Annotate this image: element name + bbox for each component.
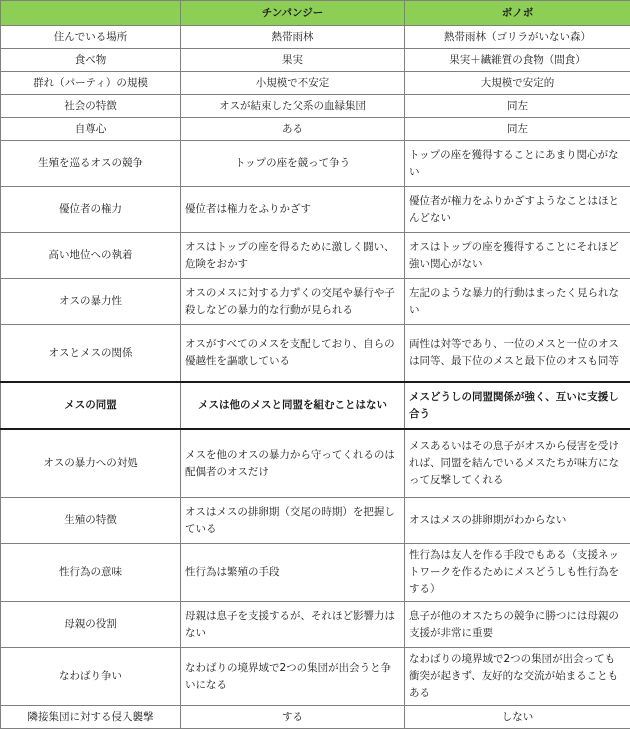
cell-bonobo: 大規模で安定的 xyxy=(405,72,630,95)
cell-bonobo: オスはメスの排卵期がわからない xyxy=(405,498,630,544)
row-label-cell: オスの暴力への対処 xyxy=(1,429,181,498)
table-row xyxy=(1,648,630,706)
table-body xyxy=(1,26,630,729)
cell-chimpanzee: トップの座を競って争う xyxy=(181,141,405,187)
table-row xyxy=(1,118,630,141)
header-cell-bonobo: ボノボ xyxy=(405,1,630,26)
row-label-cell: なわばり争い xyxy=(1,648,181,706)
header-cell-chimpanzee: チンパンジー xyxy=(181,1,405,26)
cell-bonobo: メスあるいはその息子がオスから侵害を受ければ、同盟を結んでいるメスたちが味方になって反撃してくれる xyxy=(405,429,630,498)
row-label-cell: 生殖の特徴 xyxy=(1,498,181,544)
cell-chimpanzee: ある xyxy=(181,118,405,141)
cell-chimpanzee: 優位者は権力をふりかざす xyxy=(181,187,405,233)
row-label-cell: 生殖を巡るオスの競争 xyxy=(1,141,181,187)
table-header xyxy=(1,1,630,26)
table-row xyxy=(1,187,630,233)
cell-chimpanzee: 母親は息子を支援するが、それほど影響力はない xyxy=(181,602,405,648)
cell-chimpanzee: 熱帯雨林 xyxy=(181,26,405,49)
table-row xyxy=(1,26,630,49)
cell-chimpanzee: オスはトップの座を得るために激しく闘い、危険をおかす xyxy=(181,233,405,279)
cell-chimpanzee: 小規模で不安定 xyxy=(181,72,405,95)
table-row xyxy=(1,429,630,498)
cell-bonobo: 果実＋繊維質の食物（間食） xyxy=(405,49,630,72)
cell-bonobo: なわばりの境界域で2つの集団が出会っても衝突が起きず、友好的な交流が始まることもある xyxy=(405,648,630,706)
cell-bonobo: しない xyxy=(405,706,630,729)
cell-chimpanzee: メスを他のオスの暴力から守ってくれるのは配偶者のオスだけ xyxy=(181,429,405,498)
cell-chimpanzee: オスが結束した父系の血縁集団 xyxy=(181,95,405,118)
cell-chimpanzee: する xyxy=(181,706,405,729)
cell-bonobo: 熱帯雨林（ゴリラがいない森） xyxy=(405,26,630,49)
row-label-cell: 自尊心 xyxy=(1,118,181,141)
table-row xyxy=(1,498,630,544)
cell-chimpanzee: オスのメスに対する力ずくの交尾や暴行や子殺しなどの暴力的な行動が見られる xyxy=(181,279,405,325)
table-row xyxy=(1,233,630,279)
row-label-cell: メスの同盟 xyxy=(1,382,181,429)
table-header-row xyxy=(1,1,630,26)
cell-bonobo: 性行為は友人を作る手段でもある（支援ネットワークを作るためにメスどうしも性行為をする） xyxy=(405,544,630,602)
cell-chimpanzee: オスはメスの排卵期（交尾の時期）を把握している xyxy=(181,498,405,544)
row-label-cell: 群れ（パーティ）の規模 xyxy=(1,72,181,95)
cell-chimpanzee: オスがすべてのメスを支配しており、自らの優越性を謳歌している xyxy=(181,325,405,383)
row-label-cell: オスとメスの関係 xyxy=(1,325,181,383)
row-label-cell: 性行為の意味 xyxy=(1,544,181,602)
row-label-cell: 高い地位への執着 xyxy=(1,233,181,279)
cell-chimpanzee: 果実 xyxy=(181,49,405,72)
table-row xyxy=(1,325,630,383)
cell-chimpanzee: メスは他のメスと同盟を組むことはない xyxy=(181,382,405,429)
row-label-cell: 隣接集団に対する侵入襲撃 xyxy=(1,706,181,729)
header-cell-blank xyxy=(1,1,181,26)
table-row xyxy=(1,95,630,118)
table-row xyxy=(1,382,630,429)
cell-bonobo: 同左 xyxy=(405,118,630,141)
cell-bonobo: 息子が他のオスたちの競争に勝つには母親の支援が非常に重要 xyxy=(405,602,630,648)
row-label-cell: 母親の役割 xyxy=(1,602,181,648)
cell-bonobo: 優位者が権力をふりかざすようなことはほとんどない xyxy=(405,187,630,233)
row-label-cell: 住んでいる場所 xyxy=(1,26,181,49)
row-label-cell: 社会の特徴 xyxy=(1,95,181,118)
table-row xyxy=(1,141,630,187)
cell-bonobo: 左記のような暴力的行動はまったく見られない xyxy=(405,279,630,325)
table-row xyxy=(1,72,630,95)
cell-bonobo: 両性は対等であり、一位のメスと一位のオスは同等、最下位のメスと最下位のオスも同等 xyxy=(405,325,630,383)
cell-chimpanzee: なわばりの境界域で2つの集団が出会うと争いになる xyxy=(181,648,405,706)
cell-bonobo: メスどうしの同盟関係が強く、互いに支援し合う xyxy=(405,382,630,429)
cell-bonobo: トップの座を獲得することにあまり関心がない xyxy=(405,141,630,187)
row-label-cell: 食べ物 xyxy=(1,49,181,72)
table-row xyxy=(1,279,630,325)
table-row xyxy=(1,544,630,602)
table-row xyxy=(1,706,630,729)
cell-bonobo: 同左 xyxy=(405,95,630,118)
row-label-cell: オスの暴力性 xyxy=(1,279,181,325)
table-row xyxy=(1,602,630,648)
row-label-cell: 優位者の権力 xyxy=(1,187,181,233)
cell-bonobo: オスはトップの座を獲得することにそれほど強い関心がない xyxy=(405,233,630,279)
table-row xyxy=(1,49,630,72)
cell-chimpanzee: 性行為は繁殖の手段 xyxy=(181,544,405,602)
